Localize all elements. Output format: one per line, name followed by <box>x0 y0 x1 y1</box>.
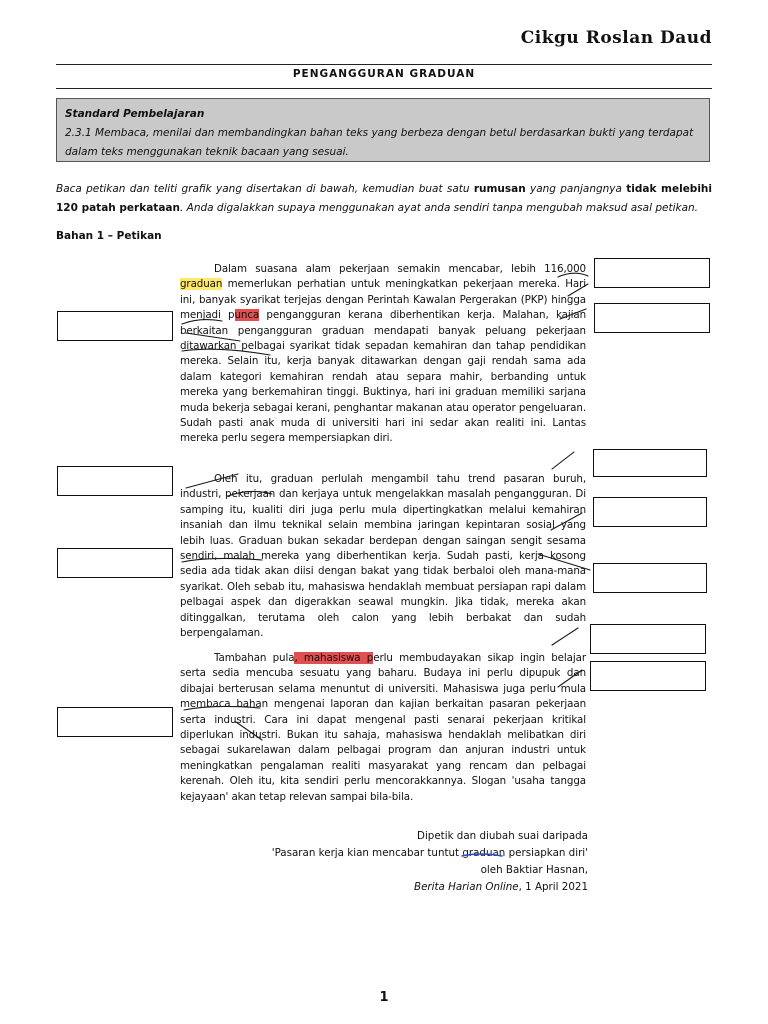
answer-box-left-2[interactable] <box>57 466 173 496</box>
instruction-keyword-rumusan: rumusan <box>473 183 526 195</box>
answer-box-left-1[interactable] <box>57 311 173 341</box>
instruction-part-1: Baca petikan dan teliti grafik yang disertakan di bawah, kemudian buat satu <box>56 183 474 195</box>
p3-text-b: erlu membudayakan sikap ingin belajar serta sedia mencuba sesuatu yang baharu. Budaya ini perlu dipupuk dan dibajai berterusan selama menuntut di universiti. Mahasiswa juga perlu mula membaca bahan mengenai laporan dan kajian berkaitan pasaran pekerjaan serta industri. Cara ini dapat mengenal pasti senarai pekerjaan kritikal diperlukan industri. Bukan itu sahaja, mahasiswa hendaklah melibatkan diri sebagai sukarelawan dalam pelbagai program dan anjuran industri untuk meningkatkan pengalaman realiti masyarakat yang rencam dan pelbagai kerenah. Oleh itu, kita sendiri perlu mencorakkannya. Slogan 'usaha tangga kejayaan' akan tetap relevan sampai bila-bila. <box>180 652 586 803</box>
source-date: , 1 April 2021 <box>518 881 588 893</box>
instruction-part-3: . Anda digalakkan supaya menggunakan ayat anda sendiri tanpa mengubah maksud asal petikan. <box>179 202 699 214</box>
title-divider <box>56 88 712 89</box>
answer-box-right-5[interactable] <box>593 563 707 593</box>
author-name: Cikgu Roslan Daud <box>520 28 712 48</box>
learning-standard-text: 2.3.1 Membaca, menilai dan membandingkan bahan teks yang berbeza dengan betul berdasarkan bukti yang terdapat dalam teks menggunakan teknik bacaan yang sesuai. <box>65 127 694 158</box>
p1-text-b: memerlukan perhatian untuk meningkatkan pekerjaan mereka. Hari ini, banyak syarikat terjejas dengan Perintah Kawalan Pergerakan (PKP) hingga menjadi p <box>180 278 586 322</box>
source-citation <box>272 828 588 896</box>
answer-box-left-4[interactable] <box>57 707 173 737</box>
source-author: oleh Baktiar Hasnan, <box>480 864 588 876</box>
p2-text: Oleh itu, graduan perlulah mengambil tahu trend pasaran buruh, industri, pekerjaan dan kerjaya untuk mengelakkan masalah pengangguran. Di samping itu, kualiti diri juga perlu mula dipertingkatkan melalui kemahiran insaniah dan ilmu teknikal selain membina jaringan kepintaran sosial yang lebih luas. Graduan bukan sekadar berdepan dengan saingan sengit sesama sendiri, malah mereka yang diberhentikan kerja. Sudah pasti, kerja kosong sedia ada tidak akan diisi dengan bakat yang tidak berbaloi oleh mana-mana syarikat. Oleh sebab itu, mahasiswa hendaklah membuat persiapan rapi dalam pelbagai aspek dan digerakkan seawal mungkin. Jika tidak, mereka akan ditinggalkan, terutama oleh calon yang lebih berbakat dan sudah berpengalaman. <box>180 473 586 640</box>
passage-paragraph-3 <box>180 651 586 805</box>
answer-box-right-2[interactable] <box>594 303 710 333</box>
learning-standard-box <box>56 98 710 162</box>
document-title: PENGANGGURAN GRADUAN <box>292 68 476 80</box>
annotation-stroke <box>552 452 574 469</box>
p1-highlight-graduan: graduan <box>180 278 223 291</box>
source-publication <box>272 879 588 896</box>
instruction-word-limit: tidak melebihi 120 patah perkataan <box>56 183 713 214</box>
page-number: 1 <box>379 990 389 1005</box>
section-label: Bahan 1 – Petikan <box>56 230 162 242</box>
answer-box-right-1[interactable] <box>594 258 710 288</box>
source-publication-name: Berita Harian Online <box>414 881 519 893</box>
answer-box-right-6[interactable] <box>590 624 706 654</box>
p3-highlight-mahasiswa: , mahasiswa p <box>294 652 374 664</box>
p1-text-a: Dalam suasana alam pekerjaan semakin mencabar, lebih 116,000 <box>214 263 586 275</box>
passage-paragraph-1 <box>180 262 586 447</box>
p3-text-a: Tambahan pula <box>214 652 295 664</box>
instruction-text <box>56 180 712 218</box>
p1-text-c: pengangguran kerana diberhentikan kerja. Malahan, kajian berkaitan pengangguran graduan mendapati banyak peluang pekerjaan ditawarkan pelbagai syarikat tidak sepadan kemahiran dan tahap pendidikan mereka. Selain itu, kerja banyak ditawarkan dengan gaji rendah sama ada dalam kategori kemahiran rendah atau separa mahir, berbanding untuk mereka yang berkemahiran tinggi. Buktinya, hari ini graduan memiliki sarjana muda bekerja sebagai kerani, penghantar makanan atau operator pengeluaran. Sudah pasti anak muda di universiti hari ini sedar akan realiti ini. Lantas mereka perlu segera mempersiapkan diri. <box>180 309 587 445</box>
instruction-part-2: yang panjangnya <box>525 183 627 195</box>
learning-standard-heading: Standard Pembelajaran <box>65 108 205 120</box>
p1-highlight-punca: unca <box>234 309 260 322</box>
source-article-title: 'Pasaran kerja kian mencabar tuntut graduan persiapkan diri' <box>271 847 588 859</box>
answer-box-left-3[interactable] <box>57 548 173 578</box>
answer-box-right-4[interactable] <box>593 497 707 527</box>
top-divider <box>56 64 712 65</box>
passage-paragraph-2 <box>180 472 586 641</box>
answer-box-right-3[interactable] <box>593 449 707 477</box>
source-line-1: Dipetik dan diubah suai daripada <box>417 830 588 842</box>
answer-box-right-7[interactable] <box>590 661 706 691</box>
